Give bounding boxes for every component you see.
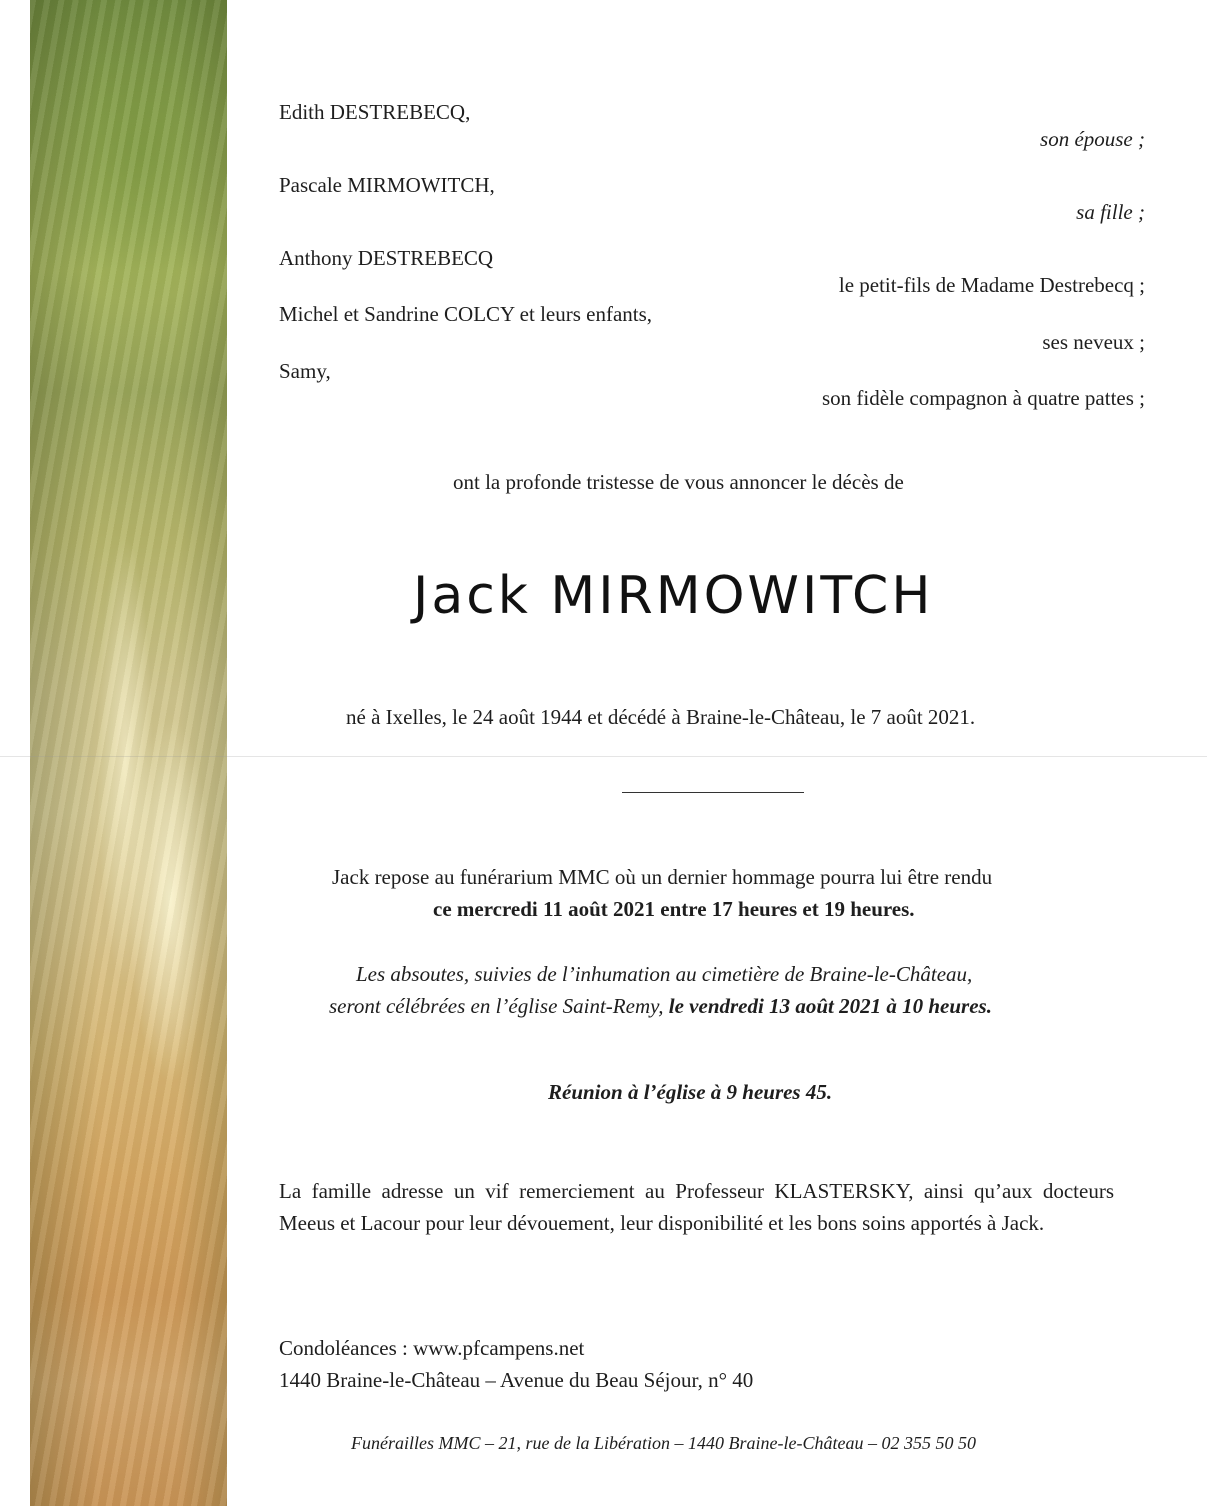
paper-fold-line: [0, 756, 1207, 757]
funeral-home-footer: Funérailles MMC – 21, rue de la Libération – 1440 Braine-le-Château – 02 355 50 50: [351, 1433, 976, 1453]
deceased-name: Jack MIRMOWITCH: [413, 566, 934, 626]
announcement-text: ont la profonde tristesse de vous annoncer le décès de: [453, 470, 904, 494]
family-member-name: Anthony DESTREBECQ: [279, 246, 494, 270]
family-member-name: Edith DESTREBECQ,: [279, 100, 471, 124]
forest-path-photo-overlay: [30, 0, 227, 1506]
hommage-date: ce mercredi 11 août 2021 entre 17 heures et 19 heures.: [433, 897, 915, 921]
ceremony-line: Les absoutes, suivies de l’inhumation au cimetière de Braine-le-Château,: [356, 962, 973, 986]
hommage-line: Jack repose au funérarium MMC où un dernier hommage pourra lui être rendu: [332, 865, 993, 889]
family-member-name: Samy,: [279, 359, 331, 383]
family-member-relation: sa fille ;: [1076, 200, 1145, 224]
birth-death-dates: né à Ixelles, le 24 août 1944 et décédé à Braine-le-Château, le 7 août 2021.: [346, 705, 976, 729]
ceremony-date: le vendredi 13 août 2021 à 10 heures.: [668, 994, 992, 1018]
reunion-text: Réunion à l’église à 9 heures 45.: [548, 1080, 833, 1104]
separator-rule: [622, 792, 804, 793]
ceremony-date-line: [329, 994, 992, 1019]
family-member-name: Michel et Sandrine COLCY et leurs enfants,: [279, 302, 653, 326]
family-member-relation: ses neveux ;: [1042, 330, 1145, 354]
address-line: 1440 Braine-le-Château – Avenue du Beau Séjour, n° 40: [279, 1368, 754, 1392]
family-member-relation: le petit-fils de Madame Destrebecq ;: [838, 273, 1145, 297]
thanks-paragraph: La famille adresse un vif remerciement au Professeur KLASTERSKY, ainsi qu’aux docteurs Meeus et Lacour pour leur dévouement, leur disponibilité et les bons soins apportés à Jack.: [279, 1179, 1114, 1235]
condolences-link: Condoléances : www.pfcampens.net: [279, 1336, 585, 1360]
ceremony-location: seront célébrées en l’église Saint-Remy,: [329, 994, 669, 1018]
family-member-name: Pascale MIRMOWITCH,: [279, 173, 495, 197]
family-member-relation: son fidèle compagnon à quatre pattes ;: [821, 386, 1145, 410]
family-member-relation: son épouse ;: [1040, 127, 1145, 151]
